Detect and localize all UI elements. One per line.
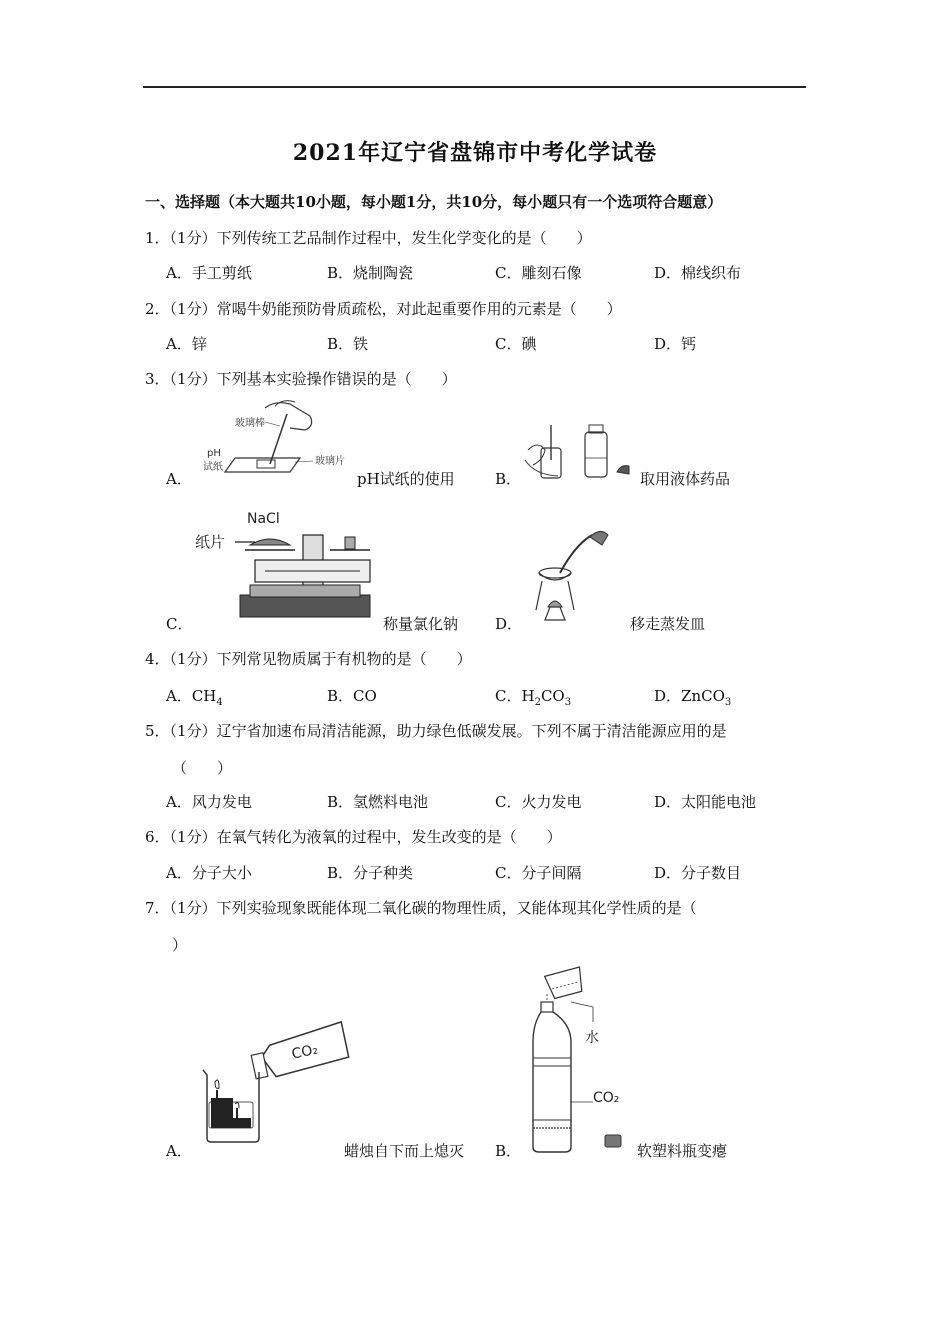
label-co2-bottle-b: CO₂: [593, 1090, 620, 1106]
q4-option-a[interactable]: A．$CH_4$: [166, 687, 223, 708]
q3-option-d-caption: 移走蒸发皿: [630, 615, 706, 633]
question-5-stem-cont: （ ）: [172, 759, 233, 777]
label-co2-bottle: CO₂: [290, 1041, 320, 1063]
q1-option-b[interactable]: B．烧制陶瓷: [327, 264, 414, 282]
question-3-stem: 3．（1分）下列基本实验操作错误的是（ ）: [145, 370, 457, 388]
q6-option-a[interactable]: A．分子大小: [166, 864, 252, 882]
question-7-stem-cont: ）: [172, 936, 188, 954]
question-5-stem: 5．（1分）辽宁省加速布局清洁能源，助力绿色低碳发展。下列不属于清洁能源应用的是: [145, 722, 727, 740]
q3-option-a[interactable]: A．: [166, 470, 192, 488]
q3-option-d[interactable]: D．: [495, 615, 523, 633]
label-ph: pH: [207, 448, 221, 459]
q2-option-a[interactable]: A．锌: [166, 335, 207, 353]
q3-option-b-caption: 取用液体药品: [640, 470, 731, 488]
q1-option-d[interactable]: D．棉线织布: [654, 264, 742, 282]
q3-figure-ph-paper: [195, 398, 355, 488]
q7-option-a-caption: 蜡烛自下而上熄灭: [344, 1142, 465, 1160]
q4-option-d[interactable]: D．ZnCO$_3$: [654, 687, 732, 708]
q6-option-d[interactable]: D．分子数目: [654, 864, 742, 882]
q7-option-a[interactable]: A．: [166, 1142, 192, 1160]
q1-option-a[interactable]: A．手工剪纸: [166, 264, 252, 282]
q7-option-b-caption: 软塑料瓶变瘪: [637, 1142, 728, 1160]
question-6-stem: 6．（1分）在氧气转化为液氧的过程中，发生改变的是（ ）: [145, 828, 562, 846]
q6-option-c[interactable]: C．分子间隔: [495, 864, 582, 882]
label-water: 水: [585, 1030, 599, 1046]
label-glass-plate: 玻璃片: [315, 456, 345, 467]
q2-option-c[interactable]: C．碘: [495, 335, 537, 353]
q5-option-b[interactable]: B．氢燃料电池: [327, 793, 429, 811]
q3-option-c-caption: 称量氯化钠: [383, 615, 459, 633]
q3-option-b[interactable]: B．: [495, 470, 522, 488]
q5-option-c[interactable]: C．火力发电: [495, 793, 582, 811]
label-test-paper: 试纸: [203, 462, 223, 473]
q6-option-b[interactable]: B．分子种类: [327, 864, 414, 882]
q7-option-b[interactable]: B．: [495, 1142, 522, 1160]
page-title: 2021年辽宁省盘锦市中考化学试卷: [292, 140, 658, 166]
question-1-stem: 1．（1分）下列传统工艺品制作过程中，发生化学变化的是（ ）: [145, 229, 592, 247]
q5-option-a[interactable]: A．风力发电: [166, 793, 252, 811]
label-paper: 纸片: [195, 533, 226, 551]
question-2-stem: 2．（1分）常喝牛奶能预防骨质疏松，对此起重要作用的元素是（ ）: [145, 300, 622, 318]
q3-option-c[interactable]: C．: [166, 615, 193, 633]
label-glass-rod: 玻璃棒: [235, 418, 265, 429]
q2-option-b[interactable]: B．铁: [327, 335, 369, 353]
q3-figure-evaporating-dish: [530, 525, 615, 625]
q2-option-d[interactable]: D．钙: [654, 335, 697, 353]
q7-figure-bottle: [525, 962, 635, 1154]
q5-option-d[interactable]: D．太阳能电池: [654, 793, 757, 811]
section-heading: 一、选择题（本大题共10小题，每小题1分，共10分，每小题只有一个选项符合题意）: [145, 193, 723, 211]
q3-option-a-caption: pH试纸的使用: [357, 470, 455, 488]
q3-figure-balance: [195, 505, 375, 630]
question-4-stem: 4．（1分）下列常见物质属于有机物的是（ ）: [145, 650, 472, 668]
q1-option-c[interactable]: C．雕刻石像: [495, 264, 582, 282]
q7-figure-candles: [195, 1010, 355, 1150]
header-rule: [143, 86, 806, 88]
q3-figure-liquid: [523, 420, 638, 485]
q4-option-c[interactable]: C．$H_2CO_3$: [495, 687, 572, 708]
label-nacl: NaCl: [247, 511, 280, 527]
question-7-stem: 7．（1分）下列实验现象既能体现二氧化碳的物理性质，又能体现其化学性质的是（: [145, 899, 697, 917]
q4-option-b[interactable]: B．CO: [327, 687, 377, 705]
